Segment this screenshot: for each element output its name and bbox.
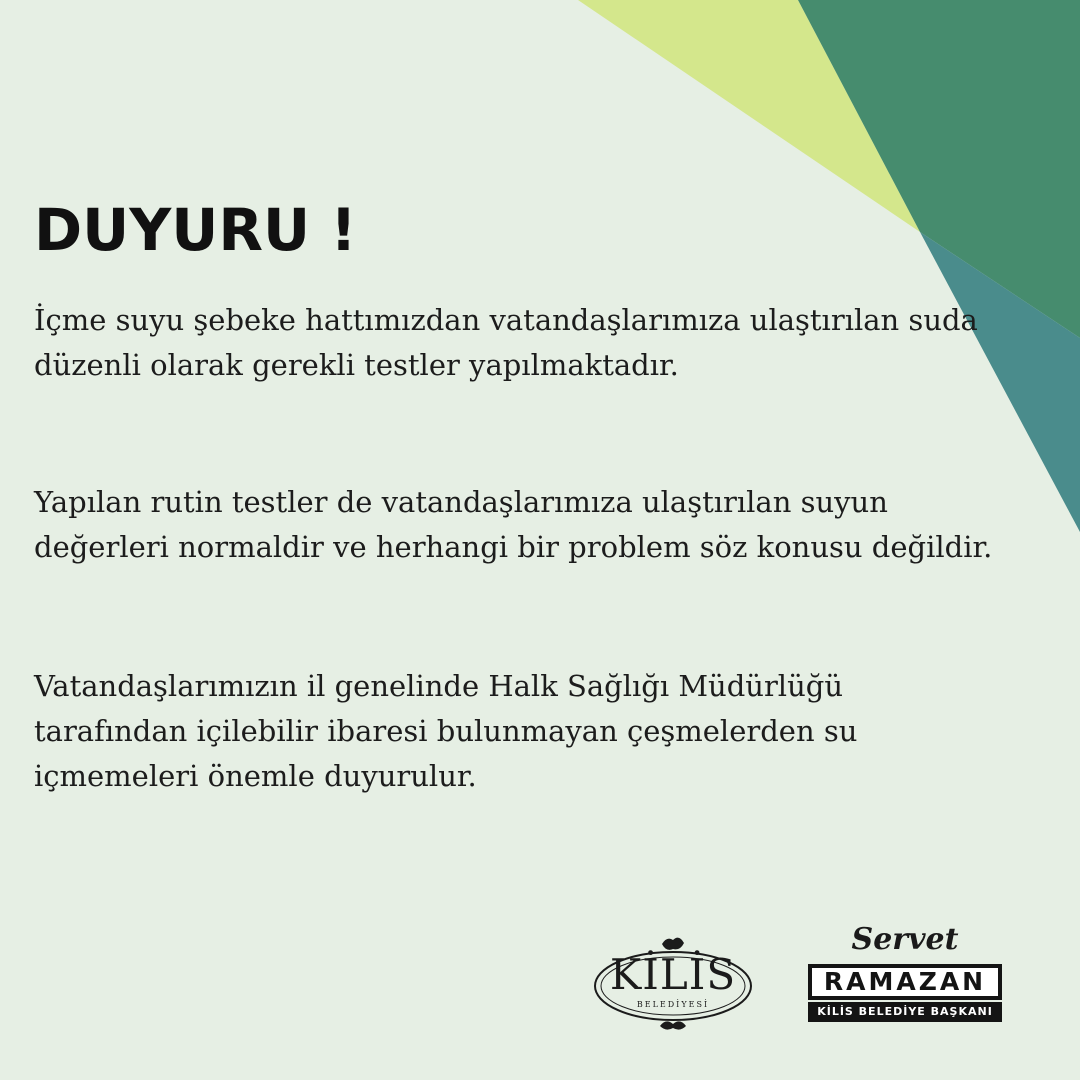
kilis-municipality-logo [592, 936, 754, 1036]
mayor-last-name-box [808, 964, 1002, 1000]
announcement-paragraph-1: İçme suyu şebeke hattımızdan vatandaşlarımıza ulaştırılan suda düzenli olarak gerekli testler yapılmaktadır. [34, 303, 978, 382]
announcement-paragraph-3: Vatandaşlarımızın il genelinde Halk Sağlığı Müdürlüğü tarafından içilebilir ibaresi bulunmayan çeşmelerden su içmemeleri önemle duyurulur. [34, 669, 858, 793]
mayor-role: KİLİS BELEDİYE BAŞKANI [808, 1002, 1002, 1022]
kilis-logo-subtitle: BELEDİYESİ [636, 1000, 710, 1009]
mayor-last-name: RAMAZAN [812, 968, 998, 996]
announcement-paragraph-2: Yapılan rutin testler de vatandaşlarımıza ulaştırılan suyun değerleri normaldir ve herhangi bir problem söz konusu değildir. [34, 485, 993, 564]
mayor-first-name: Servet [851, 922, 959, 957]
kilis-logo-text: KİLİS [609, 950, 737, 999]
mayor-signature-logo [805, 922, 1005, 1027]
announcement-title: DUYURU ! [34, 196, 357, 264]
